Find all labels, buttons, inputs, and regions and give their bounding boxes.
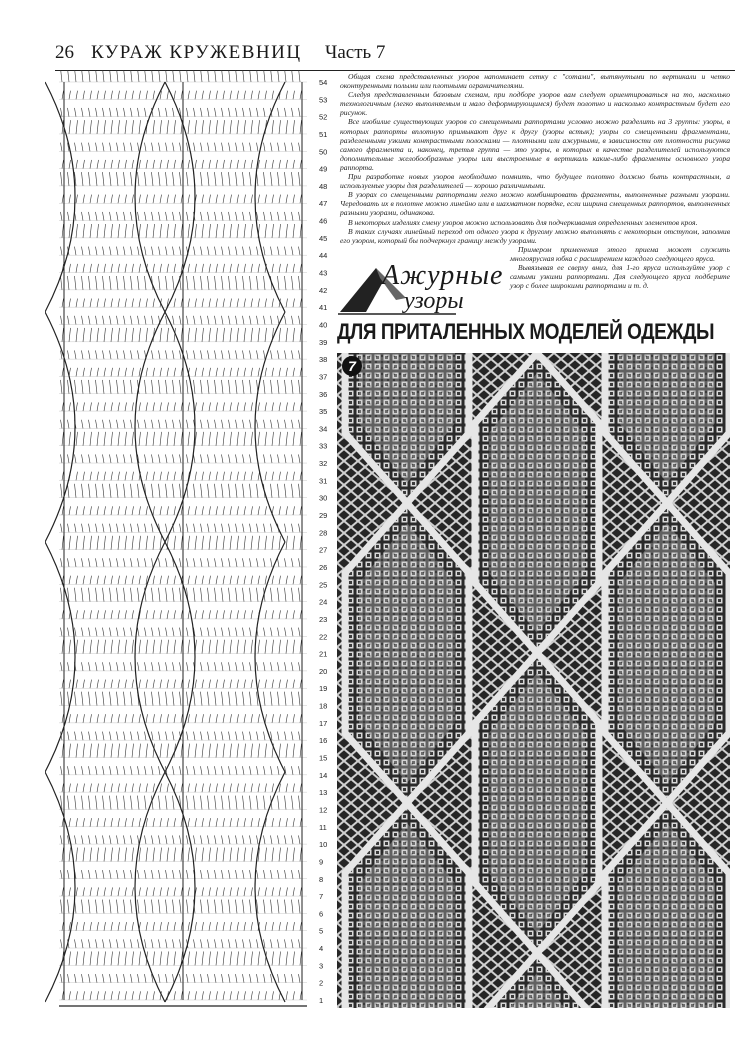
article-paragraph: Общая схема представленных узоров напоминает сетку с "сотами", вытянутыми по вертикали и четко оконтуренными полыми или плотными ограничителями. <box>340 72 730 91</box>
row-number: 20 <box>319 666 328 676</box>
row-number: 53 <box>319 95 328 105</box>
article-paragraph: Вывязывая ее сверху вниз, для 1-го яруса используйте узор с самыми узкими раппортами. Для следующего яруса подберите узор с более широкими раппортами и т. д. <box>510 262 730 291</box>
row-number: 10 <box>319 840 328 850</box>
section-logo <box>336 258 516 320</box>
row-number: 38 <box>319 355 328 365</box>
row-number: 11 <box>319 822 327 832</box>
logo-word-1: Ажурные <box>382 260 504 291</box>
crochet-chart-svg <box>45 70 337 1010</box>
article-paragraph: В некоторых изделиях смену узоров можно использовать для подчеркивания определенных элементов кроя. <box>348 217 698 227</box>
row-number: 9 <box>319 857 324 867</box>
row-number: 7 <box>319 892 324 902</box>
row-number: 26 <box>319 562 328 572</box>
row-number: 6 <box>319 909 324 919</box>
row-number: 46 <box>319 216 328 226</box>
row-number: 42 <box>319 285 328 295</box>
section-headline: ДЛЯ ПРИТАЛЕННЫХ МОДЕЛЕЙ ОДЕЖДЫ <box>337 319 715 344</box>
row-number: 22 <box>319 632 328 642</box>
row-number: 18 <box>319 701 328 711</box>
row-number: 34 <box>319 424 328 434</box>
row-number: 47 <box>319 199 328 209</box>
row-number: 14 <box>319 770 328 780</box>
row-number: 15 <box>319 753 328 763</box>
row-number: 52 <box>319 112 328 122</box>
article-paragraph: Примером применения этого приема может служить многоярусная юбка с расширением каждого следующего яруса. <box>510 244 730 263</box>
article-paragraph: При разработке новых узоров необходимо помнить, что будущее полотно должно быть контрастным, а используемые узоры для разделителей — хорошо различимыми. <box>340 172 730 191</box>
row-number: 37 <box>319 372 328 382</box>
row-number: 54 <box>319 78 328 87</box>
row-number: 28 <box>319 528 328 538</box>
row-number: 48 <box>319 181 328 191</box>
row-number: 31 <box>319 476 328 486</box>
page-header <box>55 40 735 68</box>
row-number: 51 <box>319 129 328 139</box>
row-number: 23 <box>319 614 328 624</box>
row-number: 4 <box>319 944 324 954</box>
row-number: 36 <box>319 389 328 399</box>
row-number: 50 <box>319 147 328 157</box>
lace-photo-illustration <box>337 353 730 1008</box>
lace-sample-photo <box>337 353 730 1008</box>
row-number: 27 <box>319 545 328 555</box>
row-number: 39 <box>319 337 328 347</box>
row-number: 3 <box>319 961 324 971</box>
row-number: 30 <box>319 493 328 503</box>
row-number: 16 <box>319 736 328 746</box>
row-number: 25 <box>319 580 328 590</box>
row-number: 33 <box>319 441 328 451</box>
article-paragraph: В узорах со смещенными раппортами легко можно комбинировать фрагменты, выполненные разными узорами. Чередовать их в полотне можно линейно или в шахматном порядке, если ширина смещенных раппортов, выполненных разными узорами, одинакова. <box>340 190 730 218</box>
part-label: Часть 7 <box>325 42 386 63</box>
page-number: 26 <box>55 42 74 63</box>
article-paragraph: Все изобилие существующих узоров со смещенными раппортами условно можно разделить на 3 группы: узоры, в которых раппорты вплотную примыкают друг к другу (узоры встык); узоры со смещенными фрагментами, разделенными узкими контрастными полосками — плотными или ажурными, в зависимости от плотности рисунка самого фрагмента и, наконец, третья группа — это узоры, в которых в качестве разделителей используются дополнительные желобообразные узоры или выстроенные в вертикаль какие-либо фрагменты основного узора раппорта. <box>340 117 730 172</box>
row-number: 17 <box>319 718 328 728</box>
row-number: 43 <box>319 268 328 278</box>
photo-number-badge: 7 <box>342 356 362 376</box>
row-number: 49 <box>319 164 328 174</box>
crochet-diagram <box>45 70 337 1010</box>
row-number: 40 <box>319 320 328 330</box>
row-number: 8 <box>319 874 324 884</box>
row-number: 1 <box>319 996 324 1005</box>
row-number: 2 <box>319 978 324 988</box>
row-number: 21 <box>319 649 328 659</box>
row-number: 5 <box>319 926 324 936</box>
row-number: 35 <box>319 407 328 417</box>
row-number: 44 <box>319 251 328 261</box>
magazine-title: КУРАЖ КРУЖЕВНИЦ <box>91 42 302 63</box>
row-number: 19 <box>319 684 328 694</box>
article-paragraph: Следуя представленным базовым схемам, при подборе узоров вам следует ориентироваться на то, насколько технологичным (легко выполняемым и мало деформирующимся) будет полотно и насколько контрастным будет его рисунок. <box>340 90 730 118</box>
row-number: 13 <box>319 788 328 798</box>
logo-word-2: узоры <box>404 288 464 314</box>
row-number: 29 <box>319 511 328 521</box>
article-paragraph: В таких случаях линейный переход от одного узора к другому можно выполнять с некоторым отступом, заполнив его узором, который бы подчеркнул границу между узорами. <box>340 226 730 245</box>
row-number: 32 <box>319 459 328 469</box>
row-number: 24 <box>319 597 328 607</box>
row-number: 12 <box>319 805 328 815</box>
row-number: 45 <box>319 233 328 243</box>
row-number: 41 <box>319 303 328 313</box>
